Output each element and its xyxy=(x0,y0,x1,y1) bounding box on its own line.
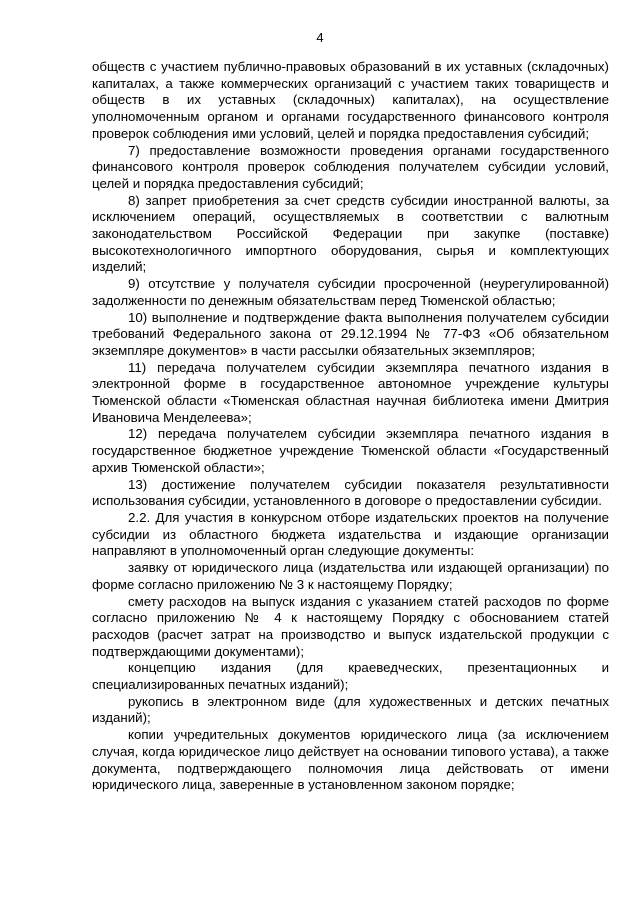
paragraph-item-7: 7) предоставление возможности проведения органами государственного финансового контроля проверок соблюдения получателем субсидии условий, целей и порядка предоставления субсидий; xyxy=(92,142,609,191)
paragraph-cost-estimate: смету расходов на выпуск издания с указанием статей расходов по форме согласно приложению № 4 к настоящему Порядку с обоснованием статей расходов (расчет затрат на производство и выпуск издательской продукции с подтверждающими документами); xyxy=(92,593,609,659)
paragraph-section-2-2: 2.2. Для участия в конкурсном отборе издательских проектов на получение субсидии из областного бюджета издательства и издающие организации направляют в уполномоченный орган следующие документы: xyxy=(92,509,609,559)
paragraph-manuscript: рукопись в электронном виде (для художественных и детских печатных изданий); xyxy=(92,693,609,726)
document-body xyxy=(92,59,609,794)
paragraph-concept: концепцию издания (для краеведческих, презентационных и специализированных печатных изданий); xyxy=(92,660,609,693)
paragraph-application: заявку от юридического лица (издательства или издающей организации) по форме согласно приложению № 3 к настоящему Порядку; xyxy=(92,560,609,592)
paragraph-continuation: обществ с участием публично-правовых образований в их уставных (складочных) капиталах, а также коммерческих организаций с участием таких товариществ и обществ в их уставных (складочных) капиталах), на осуществление уполномоченным органом и органами государственного финансового контроля проверок соблюдения ими условий, целей и порядка предоставления субсидий; xyxy=(92,59,609,141)
page-number: 4 xyxy=(316,30,324,45)
paragraph-item-11: 11) передача получателем субсидии экземпляра печатного издания в электронной форме в государственное автономное учреждение культуры Тюменской области «Тюменская областная научная библиотека имени Дмитрия Ивановича Менделеева»; xyxy=(92,359,609,425)
paragraph-item-13: 13) достижение получателем субсидии показателя результативности использования субсидии, установленного в договоре о предоставлении субсидии. xyxy=(92,476,609,509)
paragraph-item-12: 12) передача получателем субсидии экземпляра печатного издания в государственное бюджетное учреждение Тюменской области «Государственный архив Тюменской области»; xyxy=(92,426,609,475)
paragraph-item-8: 8) запрет приобретения за счет средств субсидии иностранной валюты, за исключением операций, осуществляемых в соответствии с валютным законодательством Российской Федерации при закупке (поставке) высокотехнологичного импортного оборудования, сырья и комплектующих изделий; xyxy=(92,192,609,275)
paragraph-item-9: 9) отсутствие у получателя субсидии просроченной (неурегулированной) задолженности по денежным обязательствам перед Тюменской областью; xyxy=(92,276,609,308)
paragraph-item-10: 10) выполнение и подтверждение факта выполнения получателем субсидии требований Федерального закона от 29.12.1994 № 77-ФЗ «Об обязательном экземпляре документов» в части рассылки обязательных экземпляров; xyxy=(92,309,609,358)
paragraph-founding-documents: копии учредительных документов юридического лица (за исключением случая, когда юридическое лицо действует на основании типового устава), а также документа, подтверждающего полномочия лица действовать от имени юридического лица, заверенные в установленном законом порядке; xyxy=(92,727,609,793)
